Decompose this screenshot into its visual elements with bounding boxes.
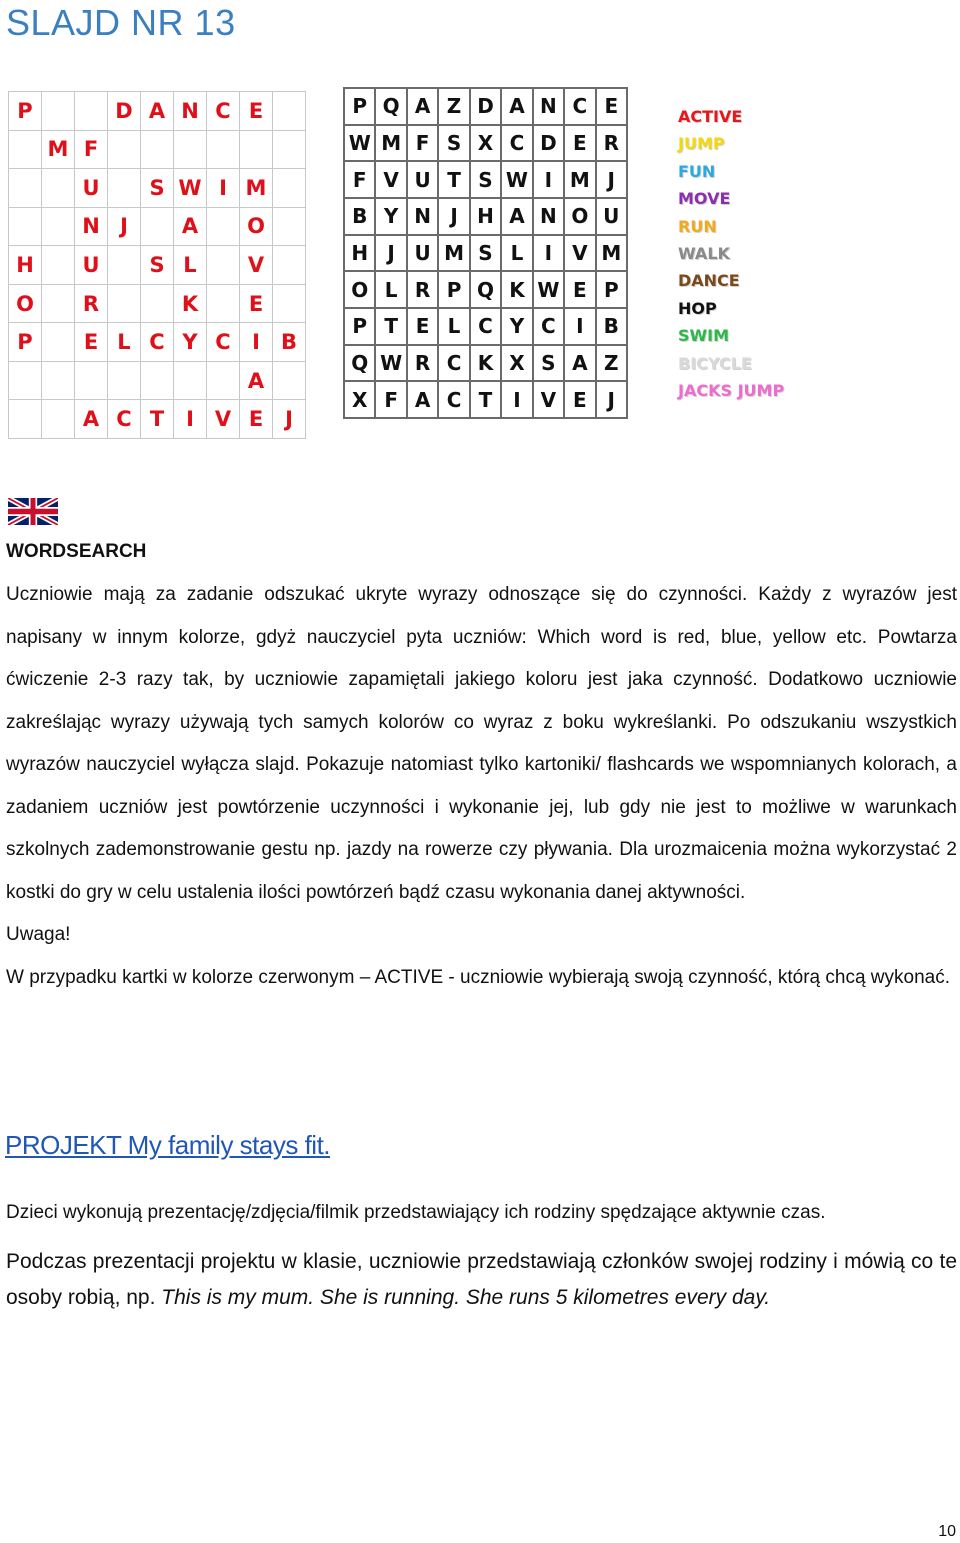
- puzzle-cell: A: [408, 89, 439, 126]
- puzzle-cell: M: [565, 162, 596, 199]
- puzzle-cell: Q: [471, 272, 502, 309]
- solution-cell: [42, 323, 75, 362]
- solution-cell: E: [240, 285, 273, 324]
- puzzle-cell: U: [597, 199, 628, 236]
- solution-cell: U: [75, 169, 108, 208]
- solution-cell: C: [207, 323, 240, 362]
- puzzle-cell: H: [345, 236, 376, 273]
- puzzle-cell: J: [597, 382, 628, 419]
- solution-cell: [42, 169, 75, 208]
- solution-cell: [207, 208, 240, 247]
- puzzle-cell: R: [408, 272, 439, 309]
- puzzle-cell: Y: [502, 309, 533, 346]
- puzzle-cell: Z: [439, 89, 470, 126]
- word-list-item: SWIM: [678, 326, 730, 346]
- puzzle-cell: X: [345, 382, 376, 419]
- project-title: PROJEKT My family stays fit.: [5, 1130, 331, 1160]
- solution-cell: E: [75, 323, 108, 362]
- solution-cell: N: [75, 208, 108, 247]
- solution-cell: [273, 169, 306, 208]
- puzzle-cell: E: [597, 89, 628, 126]
- puzzle-cell: A: [502, 89, 533, 126]
- solution-cell: E: [240, 400, 273, 439]
- puzzle-cell: Q: [376, 89, 407, 126]
- puzzle-cell: I: [502, 382, 533, 419]
- puzzle-cell: X: [471, 126, 502, 163]
- puzzle-cell: B: [597, 309, 628, 346]
- puzzle-cell: T: [471, 382, 502, 419]
- solution-cell: [9, 208, 42, 247]
- puzzle-cell: I: [534, 162, 565, 199]
- solution-cell: H: [9, 246, 42, 285]
- puzzle-cell: K: [471, 346, 502, 383]
- puzzle-cell: M: [597, 236, 628, 273]
- puzzle-cell: S: [534, 346, 565, 383]
- wordsearch-solution-grid: [8, 91, 306, 439]
- puzzle-cell: M: [376, 126, 407, 163]
- puzzle-cell: Q: [345, 346, 376, 383]
- puzzle-cell: J: [439, 199, 470, 236]
- word-list: [678, 106, 784, 407]
- solution-cell: F: [75, 131, 108, 170]
- solution-cell: [174, 362, 207, 401]
- puzzle-cell: I: [534, 236, 565, 273]
- puzzle-cell: X: [502, 346, 533, 383]
- puzzle-cell: A: [502, 199, 533, 236]
- solution-cell: [75, 362, 108, 401]
- solution-cell: [273, 131, 306, 170]
- solution-cell: [141, 362, 174, 401]
- puzzle-cell: A: [408, 382, 439, 419]
- solution-cell: [108, 246, 141, 285]
- puzzle-cell: P: [345, 309, 376, 346]
- puzzle-cell: W: [345, 126, 376, 163]
- word-list-item: JUMP: [678, 134, 725, 154]
- word-list-item: JACKS JUMP: [678, 380, 785, 400]
- solution-cell: O: [9, 285, 42, 324]
- solution-cell: [42, 92, 75, 131]
- solution-cell: O: [240, 208, 273, 247]
- puzzle-cell: Y: [376, 199, 407, 236]
- puzzle-cell: U: [408, 236, 439, 273]
- solution-cell: [141, 285, 174, 324]
- solution-cell: P: [9, 323, 42, 362]
- solution-cell: [9, 131, 42, 170]
- solution-cell: [108, 362, 141, 401]
- word-list-item: DANCE: [678, 271, 740, 291]
- solution-cell: [240, 131, 273, 170]
- word-list-item: MOVE: [678, 189, 731, 209]
- solution-cell: T: [141, 400, 174, 439]
- puzzle-cell: U: [408, 162, 439, 199]
- word-list-item: HOP: [678, 298, 717, 318]
- solution-cell: M: [42, 131, 75, 170]
- solution-cell: V: [207, 400, 240, 439]
- puzzle-cell: P: [597, 272, 628, 309]
- puzzle-cell: O: [345, 272, 376, 309]
- solution-cell: V: [240, 246, 273, 285]
- word-list-item: ACTIVE: [678, 107, 743, 126]
- puzzle-cell: E: [565, 126, 596, 163]
- uk-flag-icon: [8, 498, 58, 525]
- solution-cell: [174, 131, 207, 170]
- solution-cell: [75, 92, 108, 131]
- word-list-item: WALK: [678, 243, 730, 263]
- solution-cell: S: [141, 169, 174, 208]
- puzzle-cell: C: [502, 126, 533, 163]
- solution-cell: [207, 131, 240, 170]
- word-list-item: RUN: [678, 216, 717, 236]
- puzzle-cell: I: [565, 309, 596, 346]
- puzzle-cell: D: [534, 126, 565, 163]
- solution-cell: [207, 285, 240, 324]
- solution-cell: [9, 362, 42, 401]
- project-paragraph-2-text: Podczas prezentacji projektu w klasie, uczniowie przedstawiają członków swojej rodziny i mówią co te osoby robią, np.: [6, 1250, 957, 1309]
- instructions-text: [6, 574, 957, 999]
- puzzle-cell: C: [439, 346, 470, 383]
- puzzle-cell: B: [345, 199, 376, 236]
- solution-cell: R: [75, 285, 108, 324]
- project-example: This is my mum. She is running. She runs 5 kilometres every day.: [161, 1286, 771, 1309]
- solution-cell: L: [108, 323, 141, 362]
- puzzle-cell: W: [376, 346, 407, 383]
- solution-cell: N: [174, 92, 207, 131]
- puzzle-cell: H: [471, 199, 502, 236]
- solution-cell: A: [141, 92, 174, 131]
- solution-cell: [141, 208, 174, 247]
- puzzle-cell: D: [471, 89, 502, 126]
- puzzle-cell: E: [408, 309, 439, 346]
- solution-cell: [108, 131, 141, 170]
- puzzle-cell: L: [502, 236, 533, 273]
- puzzle-cell: C: [565, 89, 596, 126]
- solution-cell: [273, 362, 306, 401]
- solution-cell: [42, 362, 75, 401]
- solution-cell: K: [174, 285, 207, 324]
- solution-cell: A: [174, 208, 207, 247]
- puzzle-cell: N: [534, 199, 565, 236]
- puzzle-cell: F: [376, 382, 407, 419]
- puzzle-cell: F: [408, 126, 439, 163]
- puzzle-cell: A: [565, 346, 596, 383]
- solution-cell: [273, 208, 306, 247]
- solution-cell: [9, 169, 42, 208]
- puzzle-cell: E: [565, 272, 596, 309]
- solution-cell: [108, 285, 141, 324]
- solution-cell: Y: [174, 323, 207, 362]
- puzzle-cell: E: [565, 382, 596, 419]
- solution-cell: [207, 362, 240, 401]
- puzzle-cell: S: [471, 162, 502, 199]
- solution-cell: [273, 285, 306, 324]
- solution-cell: D: [108, 92, 141, 131]
- word-list-item: BICYCLE: [678, 353, 752, 373]
- solution-cell: [108, 169, 141, 208]
- word-list-item: FUN: [678, 161, 716, 181]
- puzzle-cell: L: [439, 309, 470, 346]
- puzzle-cell: Z: [597, 346, 628, 383]
- puzzle-cell: R: [597, 126, 628, 163]
- wordsearch-puzzle-grid: [343, 87, 628, 419]
- puzzle-cell: S: [439, 126, 470, 163]
- puzzle-cell: S: [471, 236, 502, 273]
- puzzle-cell: V: [565, 236, 596, 273]
- solution-cell: B: [273, 323, 306, 362]
- solution-cell: [42, 208, 75, 247]
- puzzle-cell: P: [345, 89, 376, 126]
- puzzle-cell: O: [565, 199, 596, 236]
- solution-cell: U: [75, 246, 108, 285]
- solution-cell: [273, 246, 306, 285]
- puzzle-cell: C: [439, 382, 470, 419]
- solution-cell: C: [108, 400, 141, 439]
- solution-cell: A: [240, 362, 273, 401]
- puzzle-cell: L: [376, 272, 407, 309]
- note-label: Uwaga!: [6, 924, 71, 945]
- puzzle-cell: M: [439, 236, 470, 273]
- solution-cell: [42, 285, 75, 324]
- instructions-paragraph: Uczniowie mają za zadanie odszukać ukryte wyrazy odnoszące się do czynności. Każdy z wyrazów jest napisany w innym kolorze, gdyż nauczyciel pyta uczniów: Which word is red, blue, yellow etc. Powtarza ćwiczenie 2-3 razy tak, by uczniowie zapamiętali jakiego koloru jest jaka czynność. Dodatkowo uczniowie zakreślając wyrazy używają tych samych kolorów co wyraz z boku wykreślanki. Po odszukaniu wszystkich wyrazów nauczyciel wyłącza slajd. Pokazuje natomiast tylko kartoniki/ flashcards we wspomnianych kolorach, a zadaniem uczniów jest powtórzenie uczynności i wykonanie jej, lub gdy nie jest to możliwe w warunkach szkolnych zademonstrowanie gestu np. jazdy na rowerze czy pływania. Dla urozmaicenia można wykorzystać 2 kostki do gry w celu ustalenia ilości powtórzeń bądź czasu wykonania danej aktywności.: [6, 584, 957, 903]
- page-number: 10: [938, 1523, 956, 1540]
- puzzle-cell: R: [408, 346, 439, 383]
- solution-cell: [42, 246, 75, 285]
- solution-cell: C: [207, 92, 240, 131]
- puzzle-cell: V: [376, 162, 407, 199]
- solution-cell: I: [174, 400, 207, 439]
- project-paragraph-1: Dzieci wykonują prezentację/zdjęcia/filmik przedstawiający ich rodziny spędzające aktywnie czas.: [6, 1202, 826, 1223]
- solution-cell: W: [174, 169, 207, 208]
- solution-cell: [141, 131, 174, 170]
- solution-cell: P: [9, 92, 42, 131]
- puzzle-cell: J: [376, 236, 407, 273]
- puzzle-cell: C: [534, 309, 565, 346]
- puzzle-cell: N: [408, 199, 439, 236]
- solution-cell: [207, 246, 240, 285]
- solution-cell: E: [240, 92, 273, 131]
- puzzle-cell: P: [439, 272, 470, 309]
- puzzle-cell: C: [471, 309, 502, 346]
- puzzle-cell: V: [534, 382, 565, 419]
- solution-cell: S: [141, 246, 174, 285]
- solution-cell: J: [108, 208, 141, 247]
- slide-title: SLAJD NR 13: [6, 2, 236, 43]
- puzzle-cell: F: [345, 162, 376, 199]
- solution-cell: A: [75, 400, 108, 439]
- puzzle-cell: T: [376, 309, 407, 346]
- solution-cell: C: [141, 323, 174, 362]
- solution-cell: M: [240, 169, 273, 208]
- solution-cell: J: [273, 400, 306, 439]
- note-paragraph: W przypadku kartki w kolorze czerwonym – ACTIVE - uczniowie wybierają swoją czynność, którą chcą wykonać.: [6, 966, 951, 988]
- solution-cell: [9, 400, 42, 439]
- solution-cell: L: [174, 246, 207, 285]
- puzzle-cell: W: [502, 162, 533, 199]
- puzzle-cell: T: [439, 162, 470, 199]
- solution-cell: [42, 400, 75, 439]
- puzzle-cell: N: [534, 89, 565, 126]
- puzzle-cell: W: [534, 272, 565, 309]
- section-heading: WORDSEARCH: [6, 541, 147, 562]
- puzzle-cell: J: [597, 162, 628, 199]
- solution-cell: I: [207, 169, 240, 208]
- solution-cell: I: [240, 323, 273, 362]
- puzzle-cell: K: [502, 272, 533, 309]
- project-paragraph-2: [6, 1244, 957, 1316]
- solution-cell: [273, 92, 306, 131]
